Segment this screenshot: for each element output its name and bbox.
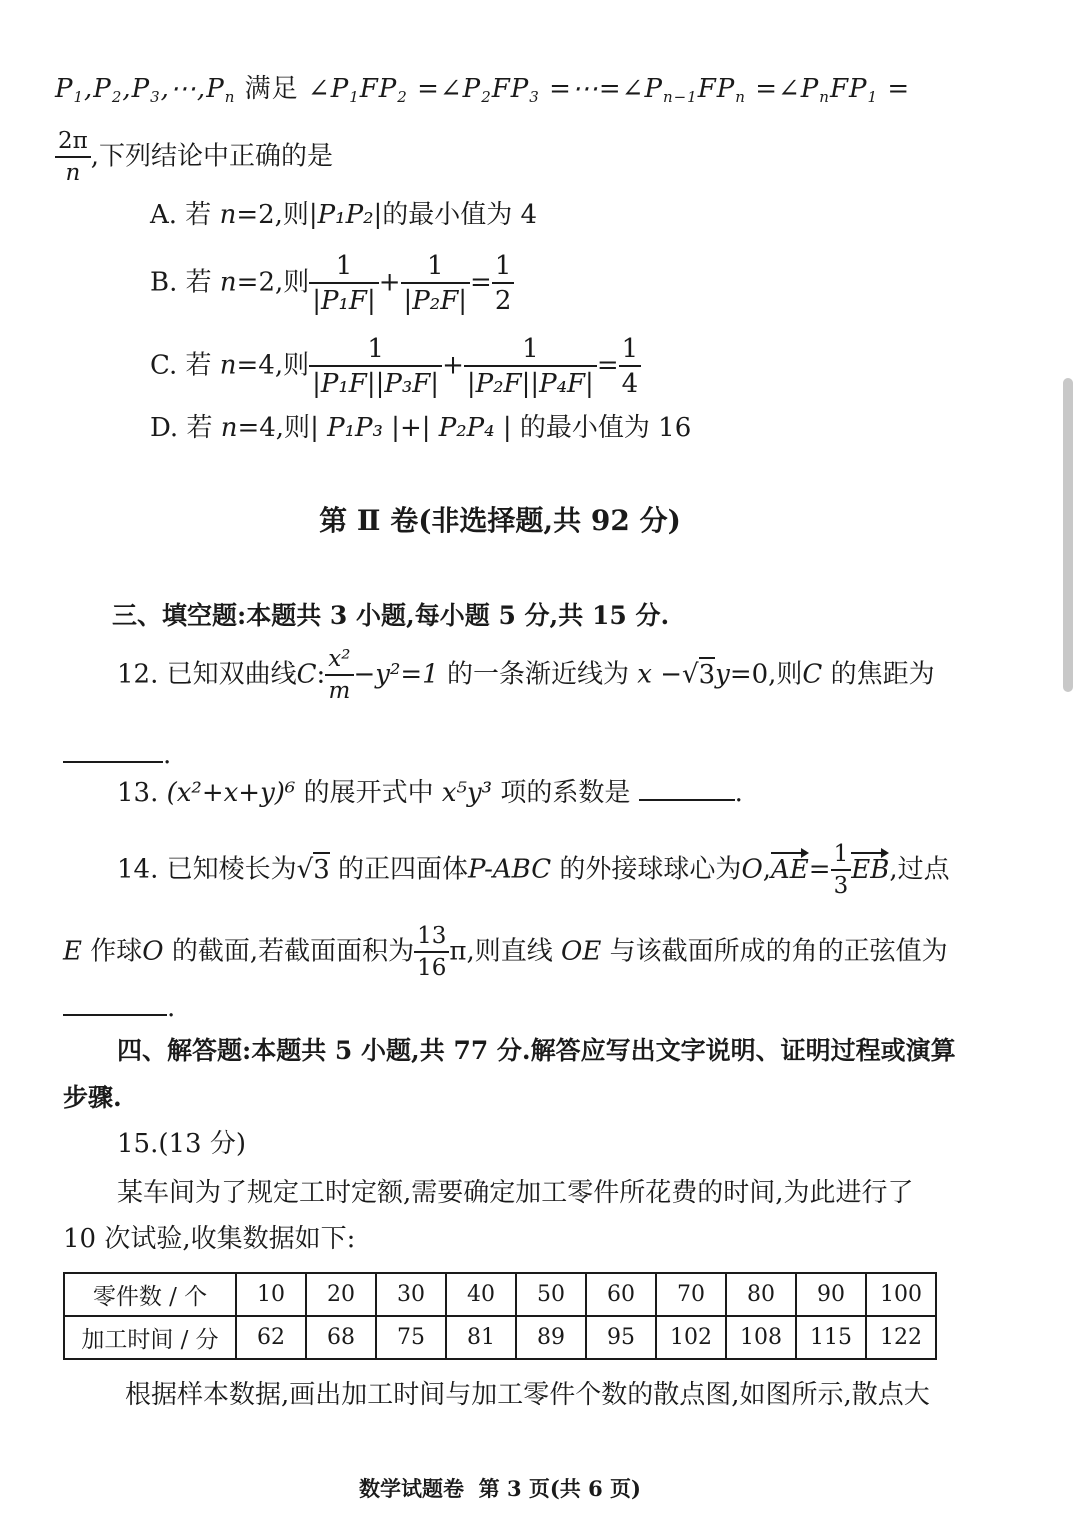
q12-answer-blank[interactable] [63, 760, 163, 763]
q11-b-term2: $\frac{1}{\text{|P₂F|}}$ [401, 253, 470, 314]
table-cell: 95 [586, 1316, 656, 1359]
q11-points: $P_1,P_2,P_3,\cdots,P_n$ [55, 74, 236, 106]
q11-stem-end: ,下列结论中正确的是 [90, 141, 334, 172]
table-cell: 70 [656, 1273, 726, 1316]
q11-b-term1: $\frac{1}{\text{|P₁F|}}$ [309, 253, 378, 314]
q11-angles: $\angle P_1FP_2$ $=\angle P_2FP_3$ $=\cdots=\angle P_{n-1}FP_n$ $=\angle P_nFP_1$ = [307, 74, 911, 106]
q11-option-b: B. 若 n=2,则 $\frac{1}{\text{|P₁F|}}$ + $\frac{1}{\text{|P₂F|}}$ = $\frac{1}{2}$ [150, 253, 514, 314]
q13-line: 13. (x²+x+y)⁶ 的展开式中 x⁵y³ 项的系数是 . [117, 778, 743, 808]
page-footer: 数学试题卷 第 3 页(共 6 页) [359, 1476, 641, 1501]
table-cell: 89 [516, 1316, 586, 1359]
table-cell: 60 [586, 1273, 656, 1316]
part3-heading: 三、填空题:本题共 3 小题,每小题 5 分,共 15 分. [112, 601, 670, 630]
table-cell: 40 [446, 1273, 516, 1316]
q12-line1: 12. 已知双曲线C: $\frac{\text{x²}}{m}$ −y²=1 的一条渐近线为 x −√3y=0,则C 的焦距为 [117, 646, 935, 704]
q15-para-line2: 10 次试验,收集数据如下: [63, 1224, 356, 1254]
q14-area: $\frac{13}{16}$ [414, 925, 449, 980]
q15-title: 15.(13 分) [117, 1129, 246, 1159]
q11-option-d: D. 若 n=4,则| P₁P₃ |+| P₂P₄ | 的最小值为 16 [150, 413, 692, 443]
q15-para-after-table: 根据样本数据,画出加工时间与加工零件个数的散点图,如图所示,散点大 [125, 1380, 930, 1410]
table-header-cell: 零件数 / 个 [64, 1273, 236, 1316]
q11-option-a: A. 若 n=2,则|P₁P₂|的最小值为 4 [150, 200, 538, 230]
table-cell: 68 [306, 1316, 376, 1359]
q11-stem-line1 [55, 74, 911, 106]
table-header-cell: 加工时间 / 分 [64, 1316, 236, 1359]
q15-data-table [63, 1272, 937, 1360]
q14-answer-line: . [63, 995, 175, 1021]
table-cell: 115 [796, 1316, 866, 1359]
q11-stem-mid: 满足 [244, 74, 299, 104]
table-cell: 100 [866, 1273, 936, 1316]
q14-line1: 14. 已知棱长为√3 的正四面体P-ABC 的外接球球心为O,AE= $\frac{1}{3}$ EB,过点 [117, 841, 950, 899]
q11-frac: $\frac{2\pi}{n}$ [55, 130, 91, 185]
table-cell: 20 [306, 1273, 376, 1316]
q12-answer-line: . [63, 742, 171, 768]
table-cell: 102 [656, 1316, 726, 1359]
q11-b-result: $\frac{1}{2}$ [492, 253, 515, 314]
q13-answer-blank[interactable] [639, 798, 735, 801]
table-cell: 75 [376, 1316, 446, 1359]
q14-line2: E 作球O 的截面,若截面面积为 $\frac{13}{16}$ π,则直线 OE 与该截面所成的角的正弦值为 [63, 923, 948, 981]
q11-c-result: $\frac{1}{4}$ [619, 336, 642, 397]
q11-c-term2: $\frac{1}{\text{|P₂F||P₄F|}}$ [464, 336, 597, 397]
table-row [64, 1316, 936, 1359]
table-cell: 30 [376, 1273, 446, 1316]
q11-stem-line2 [55, 130, 333, 185]
q12-frac: $\frac{\text{x²}}{m}$ [325, 648, 353, 703]
part4-heading-line1: 四、解答题:本题共 5 小题,共 77 分.解答应写出文字说明、证明过程或演算 [117, 1036, 956, 1065]
table-cell: 108 [726, 1316, 796, 1359]
table-cell: 10 [236, 1273, 306, 1316]
table-cell: 90 [796, 1273, 866, 1316]
table-row [64, 1273, 936, 1316]
q14-answer-blank[interactable] [63, 1013, 167, 1016]
q11-c-term1: $\frac{1}{\text{|P₁F||P₃F|}}$ [309, 336, 442, 397]
table-cell: 62 [236, 1316, 306, 1359]
q14-coef: $\frac{1}{3}$ [831, 843, 852, 898]
section2-title: 第 Ⅱ 卷(非选择题,共 92 分) [319, 504, 681, 537]
table-cell: 81 [446, 1316, 516, 1359]
part4-heading-line2: 步骤. [63, 1083, 122, 1112]
q11-option-c: C. 若 n=4,则 $\frac{1}{\text{|P₁F||P₃F|}}$ + $\frac{1}{\text{|P₂F||P₄F|}}$ = $\frac{1}{4}$ [150, 336, 641, 397]
table-cell: 122 [866, 1316, 936, 1359]
vertical-scrollbar[interactable] [1063, 378, 1073, 692]
q15-para-line1: 某车间为了规定工时定额,需要确定加工零件所花费的时间,为此进行了 [117, 1178, 914, 1208]
table-cell: 80 [726, 1273, 796, 1316]
table-cell: 50 [516, 1273, 586, 1316]
